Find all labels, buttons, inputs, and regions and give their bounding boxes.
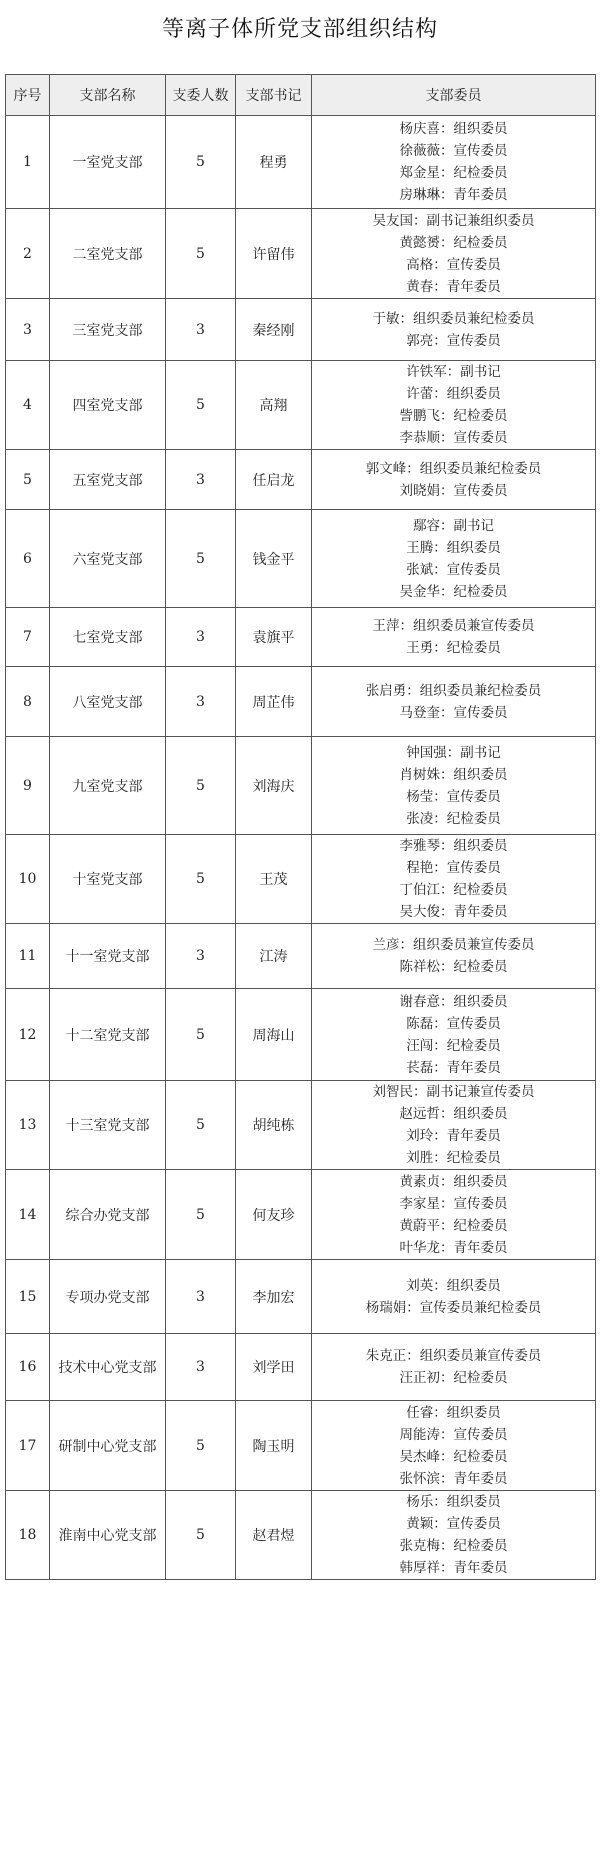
cell-members xyxy=(312,924,596,989)
cell-secretary: 许留伟 xyxy=(236,209,312,299)
member-entry: 黄懿赟：纪检委员 xyxy=(399,234,508,251)
cell-members xyxy=(312,209,596,299)
cell-secretary: 周芷伟 xyxy=(236,667,312,737)
cell-branch-name: 八室党支部 xyxy=(50,667,166,737)
cell-branch-name: 淮南中心党支部 xyxy=(50,1491,166,1580)
cell-no: 10 xyxy=(6,835,50,924)
member-entry: 杨乐：组织委员 xyxy=(406,1494,501,1510)
cell-branch-name: 综合办党支部 xyxy=(50,1170,166,1260)
cell-branch-name: 十二室党支部 xyxy=(50,989,166,1081)
table-row xyxy=(6,1260,596,1334)
cell-no: 3 xyxy=(6,299,50,361)
member-entry: 李恭顺：宣传委员 xyxy=(399,430,508,446)
member-entry: 杨庆喜：组织委员 xyxy=(399,121,508,137)
cell-members xyxy=(312,989,596,1081)
member-entry: 徐薇薇：宣传委员 xyxy=(399,143,508,159)
table-row xyxy=(6,1401,596,1491)
cell-no: 9 xyxy=(6,737,50,835)
cell-members xyxy=(312,608,596,667)
member-entry: 李家星：宣传委员 xyxy=(399,1195,508,1212)
member-entry: 张克梅：纪检委员 xyxy=(399,1538,508,1554)
cell-members xyxy=(312,299,596,361)
cell-secretary: 李加宏 xyxy=(236,1260,312,1334)
org-table xyxy=(5,74,596,1580)
member-entry: 陈祥松：纪检委员 xyxy=(399,959,508,975)
cell-secretary: 秦经刚 xyxy=(236,299,312,361)
member-entry: 程艳：宣传委员 xyxy=(406,860,501,876)
cell-committee-count: 3 xyxy=(166,299,236,361)
cell-no: 7 xyxy=(6,608,50,667)
cell-no: 13 xyxy=(6,1081,50,1170)
member-entry: 郑金星：纪检委员 xyxy=(399,165,508,181)
cell-committee-count: 5 xyxy=(166,1401,236,1491)
cell-committee-count: 5 xyxy=(166,209,236,299)
member-entry: 訾鹏飞：纪检委员 xyxy=(399,408,508,424)
member-entry: 吴金华：纪检委员 xyxy=(399,583,508,600)
cell-members xyxy=(312,361,596,450)
table-row xyxy=(6,1334,596,1401)
member-entry: 谢春意：组织委员 xyxy=(399,993,508,1010)
cell-branch-name: 技术中心党支部 xyxy=(50,1334,166,1401)
cell-committee-count: 3 xyxy=(166,608,236,667)
cell-members xyxy=(312,1401,596,1491)
cell-no: 16 xyxy=(6,1334,50,1401)
cell-committee-count: 5 xyxy=(166,116,236,209)
cell-no: 1 xyxy=(6,116,50,209)
cell-committee-count: 5 xyxy=(166,835,236,924)
cell-committee-count: 3 xyxy=(166,1334,236,1401)
cell-committee-count: 3 xyxy=(166,667,236,737)
cell-no: 15 xyxy=(6,1260,50,1334)
cell-branch-name: 二室党支部 xyxy=(50,209,166,299)
cell-branch-name: 五室党支部 xyxy=(50,450,166,510)
member-entry: 鄢容：副书记 xyxy=(413,517,494,534)
member-entry: 刘胜：纪检委员 xyxy=(406,1150,501,1166)
cell-secretary: 江涛 xyxy=(236,924,312,989)
table-row xyxy=(6,299,596,361)
header-members: 支部委员 xyxy=(312,75,596,116)
cell-members xyxy=(312,116,596,209)
cell-secretary: 程勇 xyxy=(236,116,312,209)
cell-branch-name: 三室党支部 xyxy=(50,299,166,361)
cell-branch-name: 六室党支部 xyxy=(50,510,166,608)
cell-no: 12 xyxy=(6,989,50,1081)
cell-members xyxy=(312,450,596,510)
member-entry: 许铁军：副书记 xyxy=(406,364,501,380)
cell-members xyxy=(312,737,596,835)
member-entry: 杨瑞娟：宣传委员兼纪检委员 xyxy=(365,1299,542,1316)
member-entry: 黄颖：宣传委员 xyxy=(406,1516,501,1532)
cell-secretary: 何友珍 xyxy=(236,1170,312,1260)
cell-branch-name: 十室党支部 xyxy=(50,835,166,924)
cell-secretary: 刘学田 xyxy=(236,1334,312,1401)
table-row xyxy=(6,361,596,450)
cell-members xyxy=(312,1491,596,1580)
member-entry: 赵远哲：组织委员 xyxy=(399,1106,508,1122)
cell-branch-name: 十三室党支部 xyxy=(50,1081,166,1170)
member-entry: 朱克正：组织委员兼宣传委员 xyxy=(365,1348,542,1364)
member-entry: 杨莹：宣传委员 xyxy=(406,788,501,805)
cell-secretary: 高翔 xyxy=(236,361,312,450)
header-no: 序号 xyxy=(6,75,50,116)
member-entry: 吴大俊：青年委员 xyxy=(399,904,508,920)
table-body xyxy=(6,116,596,1580)
member-entry: 刘智民：副书记兼宣传委员 xyxy=(372,1084,535,1100)
member-entry: 郭文峰：组织委员兼纪检委员 xyxy=(365,460,542,477)
cell-branch-name: 七室党支部 xyxy=(50,608,166,667)
member-entry: 苌磊：青年委员 xyxy=(406,1059,501,1076)
member-entry: 王萍：组织委员兼宣传委员 xyxy=(372,618,535,634)
table-row xyxy=(6,835,596,924)
cell-secretary: 王茂 xyxy=(236,835,312,924)
table-row xyxy=(6,209,596,299)
cell-branch-name: 研制中心党支部 xyxy=(50,1401,166,1491)
cell-members xyxy=(312,1170,596,1260)
member-entry: 张斌：宣传委员 xyxy=(406,561,501,578)
cell-branch-name: 四室党支部 xyxy=(50,361,166,450)
cell-committee-count: 5 xyxy=(166,1170,236,1260)
header-branch-name: 支部名称 xyxy=(50,75,166,116)
member-entry: 张启勇：组织委员兼纪检委员 xyxy=(365,682,542,699)
member-entry: 兰彦：组织委员兼宣传委员 xyxy=(372,937,535,953)
cell-members xyxy=(312,1334,596,1401)
member-entry: 房琳琳：青年委员 xyxy=(399,187,508,203)
cell-no: 5 xyxy=(6,450,50,510)
member-entry: 韩厚祥：青年委员 xyxy=(399,1560,508,1576)
cell-no: 6 xyxy=(6,510,50,608)
cell-secretary: 胡纯栋 xyxy=(236,1081,312,1170)
cell-members xyxy=(312,1260,596,1334)
cell-no: 14 xyxy=(6,1170,50,1260)
cell-members xyxy=(312,835,596,924)
member-entry: 黄春：青年委员 xyxy=(406,278,501,295)
cell-committee-count: 3 xyxy=(166,1260,236,1334)
cell-members xyxy=(312,510,596,608)
table-row xyxy=(6,510,596,608)
table-row xyxy=(6,450,596,510)
member-entry: 张凌：纪检委员 xyxy=(406,810,501,827)
cell-committee-count: 3 xyxy=(166,924,236,989)
cell-secretary: 任启龙 xyxy=(236,450,312,510)
table-row xyxy=(6,116,596,209)
cell-committee-count: 5 xyxy=(166,361,236,450)
table-row xyxy=(6,737,596,835)
cell-secretary: 赵君煜 xyxy=(236,1491,312,1580)
member-entry: 吴杰峰：纪检委员 xyxy=(399,1448,508,1465)
member-entry: 吴友国：副书记兼组织委员 xyxy=(372,212,535,229)
member-entry: 马登奎：宣传委员 xyxy=(399,704,508,721)
cell-committee-count: 5 xyxy=(166,510,236,608)
table-row xyxy=(6,989,596,1081)
cell-branch-name: 专项办党支部 xyxy=(50,1260,166,1334)
member-entry: 刘晓娟：宣传委员 xyxy=(399,482,508,499)
cell-no: 11 xyxy=(6,924,50,989)
cell-committee-count: 5 xyxy=(166,1491,236,1580)
member-entry: 汪闯：纪检委员 xyxy=(406,1037,501,1054)
cell-committee-count: 3 xyxy=(166,450,236,510)
member-entry: 李雅琴：组织委员 xyxy=(399,838,508,854)
cell-secretary: 刘海庆 xyxy=(236,737,312,835)
page-title: 等离子体所党支部组织结构 xyxy=(161,17,438,42)
cell-branch-name: 九室党支部 xyxy=(50,737,166,835)
cell-members xyxy=(312,667,596,737)
cell-secretary: 钱金平 xyxy=(236,510,312,608)
member-entry: 郭亮：宣传委员 xyxy=(406,332,501,349)
cell-members xyxy=(312,1081,596,1170)
member-entry: 王勇：纪检委员 xyxy=(406,640,501,656)
cell-committee-count: 5 xyxy=(166,989,236,1081)
member-entry: 丁伯江：纪检委员 xyxy=(399,882,508,898)
cell-secretary: 陶玉明 xyxy=(236,1401,312,1491)
cell-committee-count: 5 xyxy=(166,1081,236,1170)
table-row xyxy=(6,1081,596,1170)
member-entry: 许蕾：组织委员 xyxy=(406,386,501,402)
cell-no: 4 xyxy=(6,361,50,450)
member-entry: 叶华龙：青年委员 xyxy=(399,1239,508,1256)
member-entry: 黄素贞：组织委员 xyxy=(399,1173,508,1190)
member-entry: 黄蔚平：纪检委员 xyxy=(399,1217,508,1234)
cell-branch-name: 十一室党支部 xyxy=(50,924,166,989)
member-entry: 刘玲：青年委员 xyxy=(406,1128,501,1144)
cell-secretary: 周海山 xyxy=(236,989,312,1081)
header-secretary: 支部书记 xyxy=(236,75,312,116)
member-entry: 汪正初：纪检委员 xyxy=(399,1370,508,1386)
cell-committee-count: 5 xyxy=(166,737,236,835)
header-committee-count: 支委人数 xyxy=(166,75,236,116)
member-entry: 张怀滨：青年委员 xyxy=(399,1470,508,1487)
table-row xyxy=(6,1170,596,1260)
table-row xyxy=(6,924,596,989)
member-entry: 高格：宣传委员 xyxy=(406,256,501,273)
table-row xyxy=(6,608,596,667)
cell-no: 17 xyxy=(6,1401,50,1491)
member-entry: 陈磊：宣传委员 xyxy=(406,1015,501,1032)
cell-secretary: 袁旗平 xyxy=(236,608,312,667)
table-row xyxy=(6,667,596,737)
member-entry: 周能涛：宣传委员 xyxy=(399,1426,508,1443)
member-entry: 于敏：组织委员兼纪检委员 xyxy=(372,310,535,327)
member-entry: 钟国强：副书记 xyxy=(406,744,501,761)
table-row xyxy=(6,1491,596,1580)
member-entry: 肖树姝：组织委员 xyxy=(399,766,508,783)
member-entry: 王腾：组织委员 xyxy=(406,539,501,556)
cell-no: 2 xyxy=(6,209,50,299)
member-entry: 任睿：组织委员 xyxy=(406,1404,501,1421)
header-row xyxy=(6,75,596,116)
cell-no: 18 xyxy=(6,1491,50,1580)
member-entry: 刘英：组织委员 xyxy=(406,1277,501,1294)
cell-branch-name: 一室党支部 xyxy=(50,116,166,209)
cell-no: 8 xyxy=(6,667,50,737)
